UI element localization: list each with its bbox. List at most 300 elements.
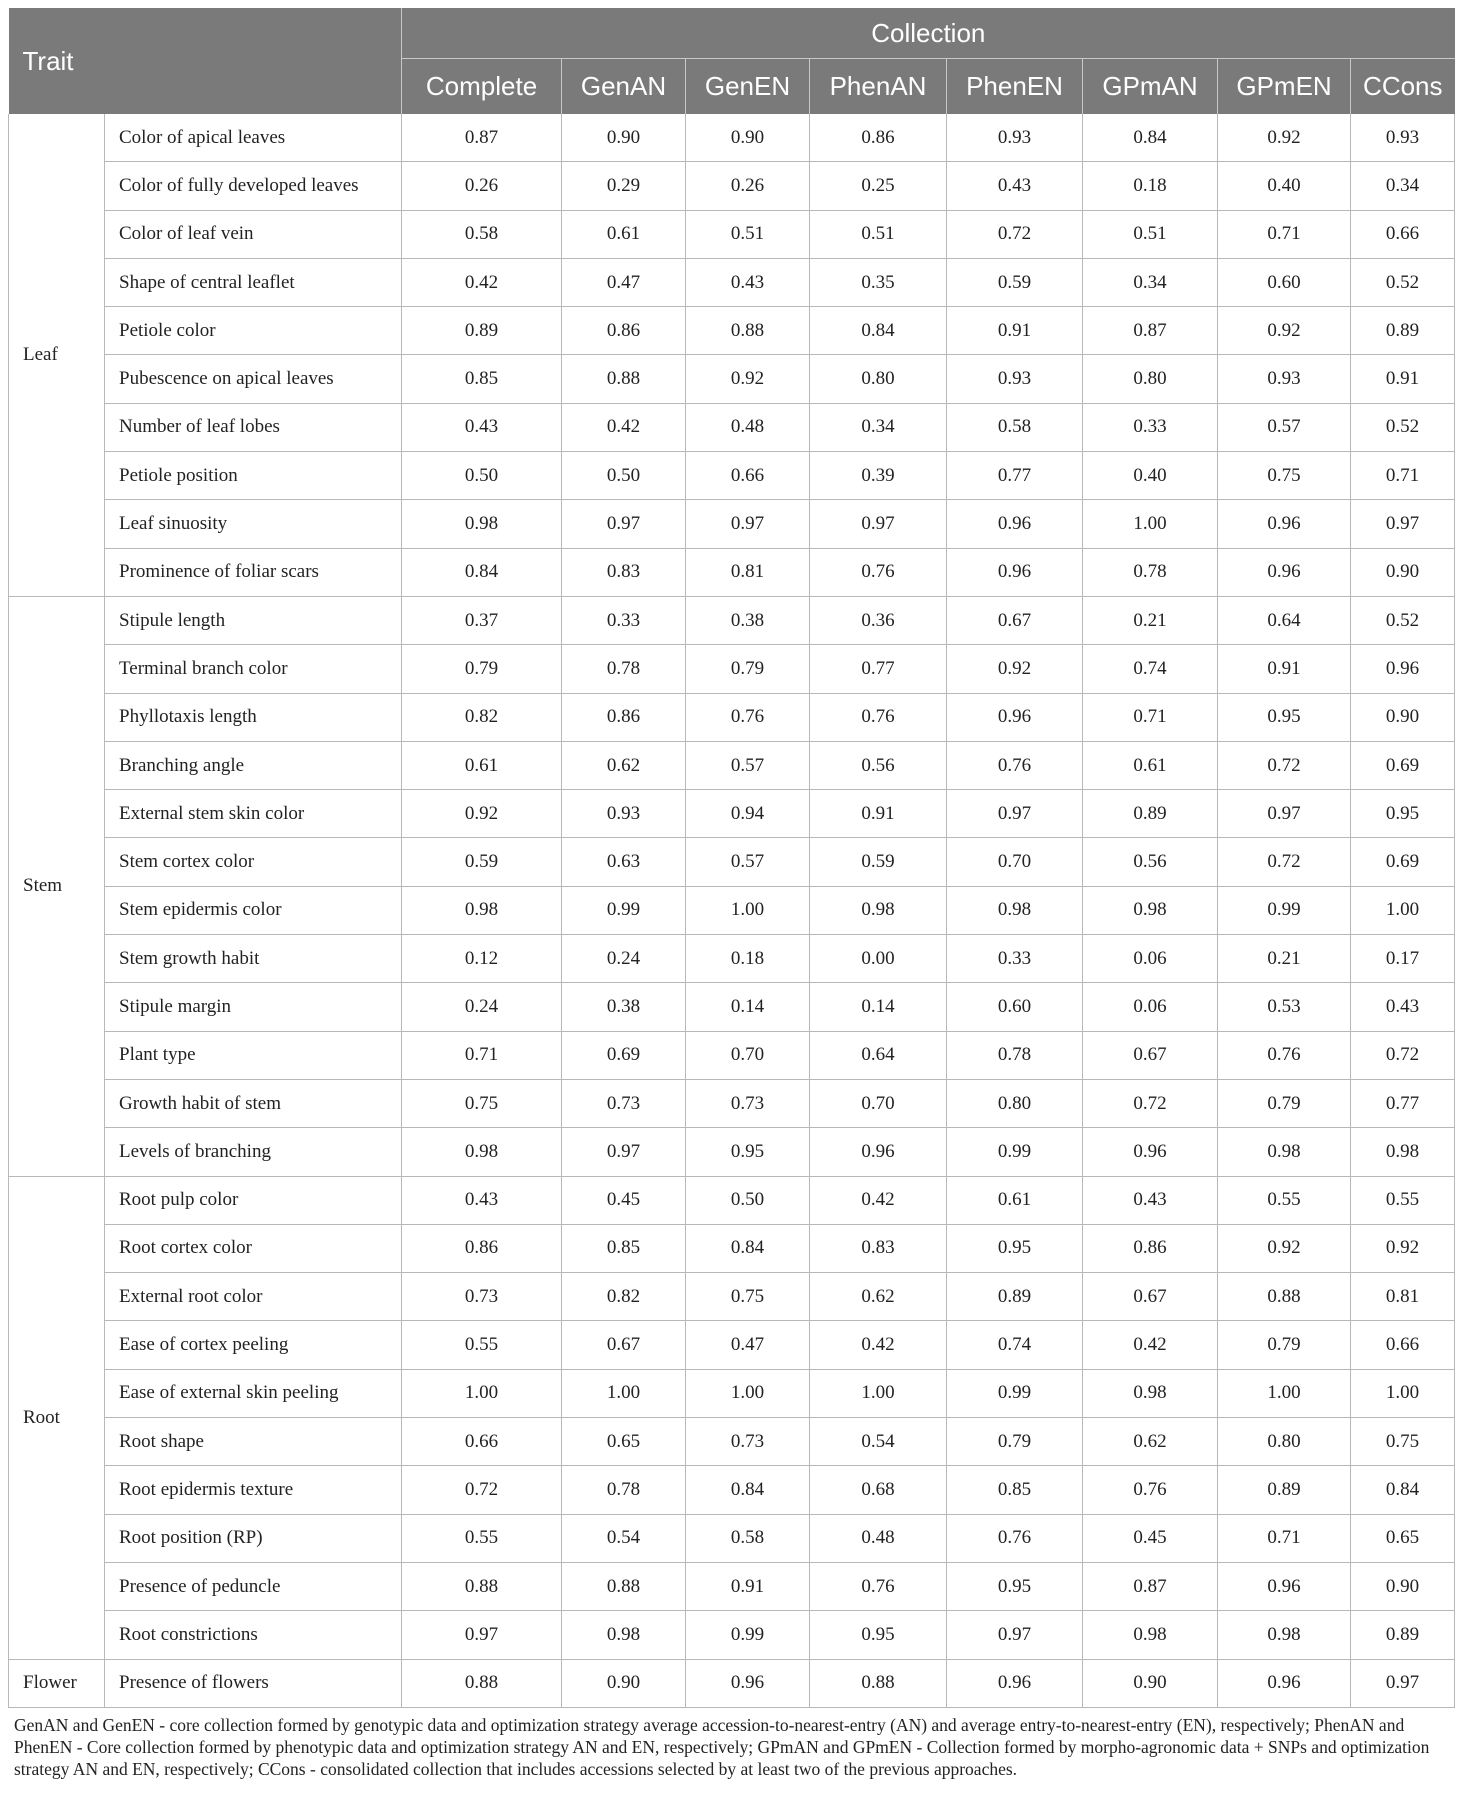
trait-name: External stem skin color	[105, 790, 402, 838]
value-cell: 0.17	[1351, 935, 1455, 983]
value-cell: 0.59	[810, 838, 947, 886]
value-cell: 0.97	[810, 500, 947, 548]
trait-name: Terminal branch color	[105, 645, 402, 693]
value-cell: 0.93	[1218, 355, 1351, 403]
value-cell: 0.88	[810, 1659, 947, 1707]
value-cell: 0.38	[562, 983, 686, 1031]
value-cell: 0.76	[1083, 1466, 1218, 1514]
trait-name: Growth habit of stem	[105, 1079, 402, 1127]
value-cell: 0.88	[402, 1562, 562, 1610]
table-row	[9, 983, 1455, 1031]
table-row	[9, 452, 1455, 500]
value-cell: 0.94	[686, 790, 810, 838]
value-cell: 0.56	[810, 741, 947, 789]
value-cell: 0.76	[810, 693, 947, 741]
value-cell: 0.96	[1218, 548, 1351, 596]
value-cell: 0.55	[1218, 1176, 1351, 1224]
value-cell: 0.71	[1218, 1514, 1351, 1562]
value-cell: 0.78	[562, 645, 686, 693]
collection-header: Collection	[402, 8, 1455, 59]
value-cell: 0.72	[402, 1466, 562, 1514]
value-cell: 0.99	[686, 1611, 810, 1659]
value-cell: 0.98	[1083, 1369, 1218, 1417]
group-label: Leaf	[9, 114, 105, 596]
value-cell: 0.50	[686, 1176, 810, 1224]
trait-name: Root cortex color	[105, 1224, 402, 1272]
table-row	[9, 500, 1455, 548]
value-cell: 0.98	[1218, 1128, 1351, 1176]
value-cell: 0.69	[562, 1031, 686, 1079]
value-cell: 0.40	[1218, 162, 1351, 210]
value-cell: 0.60	[1218, 258, 1351, 306]
value-cell: 0.92	[1218, 114, 1351, 162]
value-cell: 0.29	[562, 162, 686, 210]
value-cell: 0.96	[947, 1659, 1083, 1707]
value-cell: 0.85	[562, 1224, 686, 1272]
value-cell: 0.97	[686, 500, 810, 548]
table-row	[9, 1176, 1455, 1224]
value-cell: 0.38	[686, 596, 810, 644]
value-cell: 0.71	[1351, 452, 1455, 500]
trait-name: Ease of external skin peeling	[105, 1369, 402, 1417]
table-row	[9, 1659, 1455, 1707]
value-cell: 0.66	[1351, 1321, 1455, 1369]
table-row	[9, 741, 1455, 789]
value-cell: 0.91	[1218, 645, 1351, 693]
value-cell: 0.73	[562, 1079, 686, 1127]
table-row	[9, 886, 1455, 934]
value-cell: 0.96	[1218, 500, 1351, 548]
table-row	[9, 1418, 1455, 1466]
value-cell: 0.75	[1351, 1418, 1455, 1466]
table-footnote: GenAN and GenEN - core collection formed by genotypic data and optimization strategy average accession-to-nearest-entry (AN) and average entry-to-nearest-entry (EN), respectively; PhenAN and PhenEN - Core collection formed by phenotypic data and optimization strategy AN and EN, respectively; GPmAN and GPmEN - Collection formed by morpho-agronomic data + SNPs and optimization strategy AN and EN, respectively; CCons - consolidated collection that includes accessions selected by at least two of the previous approaches.	[14, 1714, 1430, 1779]
trait-name: Root constrictions	[105, 1611, 402, 1659]
value-cell: 0.96	[1083, 1128, 1218, 1176]
trait-header: Trait	[9, 8, 402, 114]
value-cell: 0.40	[1083, 452, 1218, 500]
value-cell: 0.56	[1083, 838, 1218, 886]
table-row	[9, 838, 1455, 886]
value-cell: 0.71	[1218, 210, 1351, 258]
value-cell: 0.53	[1218, 983, 1351, 1031]
value-cell: 0.12	[402, 935, 562, 983]
value-cell: 0.24	[562, 935, 686, 983]
value-cell: 0.66	[1351, 210, 1455, 258]
value-cell: 0.72	[1083, 1079, 1218, 1127]
value-cell: 0.58	[686, 1514, 810, 1562]
column-header: PhenEN	[947, 59, 1083, 115]
value-cell: 0.82	[562, 1273, 686, 1321]
value-cell: 0.25	[810, 162, 947, 210]
value-cell: 0.86	[402, 1224, 562, 1272]
value-cell: 0.43	[686, 258, 810, 306]
value-cell: 0.80	[947, 1079, 1083, 1127]
value-cell: 0.99	[947, 1128, 1083, 1176]
value-cell: 0.51	[686, 210, 810, 258]
value-cell: 0.90	[1083, 1659, 1218, 1707]
value-cell: 0.45	[1083, 1514, 1218, 1562]
value-cell: 0.90	[686, 114, 810, 162]
trait-name: Color of fully developed leaves	[105, 162, 402, 210]
value-cell: 0.74	[1083, 645, 1218, 693]
value-cell: 0.37	[402, 596, 562, 644]
value-cell: 0.51	[810, 210, 947, 258]
value-cell: 0.92	[1218, 1224, 1351, 1272]
table-container	[8, 8, 1454, 1780]
value-cell: 0.72	[1218, 741, 1351, 789]
value-cell: 0.43	[1083, 1176, 1218, 1224]
value-cell: 0.78	[1083, 548, 1218, 596]
trait-name: Stipule margin	[105, 983, 402, 1031]
table-row	[9, 548, 1455, 596]
value-cell: 0.76	[947, 741, 1083, 789]
value-cell: 0.55	[402, 1321, 562, 1369]
value-cell: 0.96	[1351, 645, 1455, 693]
value-cell: 0.95	[810, 1611, 947, 1659]
value-cell: 0.62	[1083, 1418, 1218, 1466]
table-row	[9, 645, 1455, 693]
table-row	[9, 1466, 1455, 1514]
value-cell: 0.64	[810, 1031, 947, 1079]
value-cell: 0.21	[1218, 935, 1351, 983]
value-cell: 0.47	[686, 1321, 810, 1369]
value-cell: 0.42	[1083, 1321, 1218, 1369]
value-cell: 0.48	[810, 1514, 947, 1562]
value-cell: 0.43	[947, 162, 1083, 210]
value-cell: 0.52	[1351, 596, 1455, 644]
value-cell: 0.69	[1351, 838, 1455, 886]
value-cell: 0.72	[1351, 1031, 1455, 1079]
value-cell: 0.98	[1083, 1611, 1218, 1659]
value-cell: 0.54	[562, 1514, 686, 1562]
group-label: Flower	[9, 1659, 105, 1707]
value-cell: 0.99	[562, 886, 686, 934]
value-cell: 0.98	[402, 886, 562, 934]
table-row	[9, 403, 1455, 451]
value-cell: 0.43	[402, 403, 562, 451]
value-cell: 0.88	[402, 1659, 562, 1707]
value-cell: 1.00	[1351, 1369, 1455, 1417]
value-cell: 0.76	[686, 693, 810, 741]
value-cell: 0.87	[1083, 307, 1218, 355]
column-header: GenEN	[686, 59, 810, 115]
value-cell: 0.96	[1218, 1659, 1351, 1707]
value-cell: 0.91	[1351, 355, 1455, 403]
table-header	[9, 8, 1455, 114]
value-cell: 0.79	[686, 645, 810, 693]
value-cell: 0.06	[1083, 983, 1218, 1031]
value-cell: 0.61	[562, 210, 686, 258]
value-cell: 0.68	[810, 1466, 947, 1514]
table-row	[9, 162, 1455, 210]
value-cell: 0.47	[562, 258, 686, 306]
value-cell: 0.00	[810, 935, 947, 983]
trait-name: Ease of cortex peeling	[105, 1321, 402, 1369]
value-cell: 0.51	[1083, 210, 1218, 258]
value-cell: 0.76	[947, 1514, 1083, 1562]
value-cell: 0.75	[402, 1079, 562, 1127]
value-cell: 0.39	[810, 452, 947, 500]
value-cell: 0.67	[947, 596, 1083, 644]
value-cell: 0.36	[810, 596, 947, 644]
value-cell: 0.76	[810, 1562, 947, 1610]
column-header: GPmEN	[1218, 59, 1351, 115]
value-cell: 0.93	[1351, 114, 1455, 162]
value-cell: 0.90	[562, 114, 686, 162]
value-cell: 0.77	[810, 645, 947, 693]
value-cell: 0.82	[402, 693, 562, 741]
value-cell: 0.48	[686, 403, 810, 451]
value-cell: 0.66	[686, 452, 810, 500]
trait-name: Prominence of foliar scars	[105, 548, 402, 596]
value-cell: 0.42	[810, 1321, 947, 1369]
value-cell: 0.78	[947, 1031, 1083, 1079]
trait-table	[8, 8, 1455, 1708]
value-cell: 0.69	[1351, 741, 1455, 789]
value-cell: 0.58	[947, 403, 1083, 451]
value-cell: 0.97	[947, 790, 1083, 838]
value-cell: 1.00	[686, 1369, 810, 1417]
value-cell: 0.21	[1083, 596, 1218, 644]
value-cell: 0.86	[562, 307, 686, 355]
table-row	[9, 1079, 1455, 1127]
value-cell: 0.43	[1351, 983, 1455, 1031]
value-cell: 0.96	[947, 500, 1083, 548]
value-cell: 0.84	[1083, 114, 1218, 162]
trait-name: Leaf sinuosity	[105, 500, 402, 548]
value-cell: 0.66	[402, 1418, 562, 1466]
value-cell: 0.50	[562, 452, 686, 500]
trait-name: Presence of peduncle	[105, 1562, 402, 1610]
trait-name: External root color	[105, 1273, 402, 1321]
trait-name: Stem cortex color	[105, 838, 402, 886]
table-row	[9, 1321, 1455, 1369]
trait-name: Stem growth habit	[105, 935, 402, 983]
value-cell: 0.90	[1351, 548, 1455, 596]
value-cell: 0.14	[686, 983, 810, 1031]
value-cell: 0.87	[1083, 1562, 1218, 1610]
value-cell: 1.00	[562, 1369, 686, 1417]
table-row	[9, 114, 1455, 162]
value-cell: 0.98	[947, 886, 1083, 934]
value-cell: 0.96	[947, 548, 1083, 596]
trait-name: Levels of branching	[105, 1128, 402, 1176]
value-cell: 0.98	[562, 1611, 686, 1659]
column-header: Complete	[402, 59, 562, 115]
value-cell: 0.81	[1351, 1273, 1455, 1321]
value-cell: 0.86	[1083, 1224, 1218, 1272]
value-cell: 0.86	[562, 693, 686, 741]
value-cell: 0.96	[1218, 1562, 1351, 1610]
value-cell: 0.74	[947, 1321, 1083, 1369]
value-cell: 0.62	[562, 741, 686, 789]
column-header: CCons	[1351, 59, 1455, 115]
value-cell: 0.92	[1218, 307, 1351, 355]
value-cell: 0.95	[1218, 693, 1351, 741]
table-row	[9, 258, 1455, 306]
value-cell: 0.97	[1351, 1659, 1455, 1707]
trait-name: Root pulp color	[105, 1176, 402, 1224]
value-cell: 0.67	[1083, 1273, 1218, 1321]
value-cell: 0.84	[402, 548, 562, 596]
group-label: Root	[9, 1176, 105, 1659]
column-header: GPmAN	[1083, 59, 1218, 115]
value-cell: 0.65	[1351, 1514, 1455, 1562]
value-cell: 0.87	[402, 114, 562, 162]
value-cell: 0.78	[562, 1466, 686, 1514]
value-cell: 0.89	[1351, 307, 1455, 355]
value-cell: 0.88	[686, 307, 810, 355]
value-cell: 0.73	[402, 1273, 562, 1321]
value-cell: 0.42	[810, 1176, 947, 1224]
value-cell: 0.98	[810, 886, 947, 934]
trait-name: Number of leaf lobes	[105, 403, 402, 451]
value-cell: 0.34	[1083, 258, 1218, 306]
value-cell: 0.98	[1083, 886, 1218, 934]
value-cell: 0.65	[562, 1418, 686, 1466]
value-cell: 0.59	[402, 838, 562, 886]
value-cell: 0.95	[686, 1128, 810, 1176]
value-cell: 0.97	[1218, 790, 1351, 838]
value-cell: 1.00	[402, 1369, 562, 1417]
value-cell: 0.90	[562, 1659, 686, 1707]
value-cell: 0.99	[1218, 886, 1351, 934]
value-cell: 0.71	[1083, 693, 1218, 741]
value-cell: 0.97	[1351, 500, 1455, 548]
value-cell: 0.75	[686, 1273, 810, 1321]
value-cell: 0.61	[402, 741, 562, 789]
value-cell: 0.79	[1218, 1321, 1351, 1369]
value-cell: 1.00	[1218, 1369, 1351, 1417]
value-cell: 0.88	[562, 355, 686, 403]
table-row	[9, 596, 1455, 644]
trait-name: Plant type	[105, 1031, 402, 1079]
value-cell: 0.26	[402, 162, 562, 210]
value-cell: 0.42	[562, 403, 686, 451]
value-cell: 0.45	[562, 1176, 686, 1224]
value-cell: 0.33	[1083, 403, 1218, 451]
value-cell: 0.76	[1218, 1031, 1351, 1079]
value-cell: 0.33	[562, 596, 686, 644]
table-row	[9, 1562, 1455, 1610]
value-cell: 0.79	[947, 1418, 1083, 1466]
value-cell: 0.97	[402, 1611, 562, 1659]
value-cell: 0.73	[686, 1079, 810, 1127]
table-row	[9, 210, 1455, 258]
value-cell: 1.00	[810, 1369, 947, 1417]
value-cell: 0.63	[562, 838, 686, 886]
value-cell: 0.77	[1351, 1079, 1455, 1127]
trait-name: Presence of flowers	[105, 1659, 402, 1707]
value-cell: 0.26	[686, 162, 810, 210]
trait-name: Pubescence on apical leaves	[105, 355, 402, 403]
value-cell: 0.70	[686, 1031, 810, 1079]
value-cell: 0.84	[1351, 1466, 1455, 1514]
value-cell: 0.34	[810, 403, 947, 451]
value-cell: 1.00	[1083, 500, 1218, 548]
value-cell: 0.64	[1218, 596, 1351, 644]
trait-name: Root position (RP)	[105, 1514, 402, 1562]
value-cell: 0.89	[1218, 1466, 1351, 1514]
value-cell: 0.84	[686, 1224, 810, 1272]
value-cell: 0.14	[810, 983, 947, 1031]
value-cell: 0.91	[686, 1562, 810, 1610]
value-cell: 0.98	[402, 500, 562, 548]
table-row	[9, 693, 1455, 741]
value-cell: 0.90	[1351, 693, 1455, 741]
trait-name: Color of apical leaves	[105, 114, 402, 162]
value-cell: 0.83	[562, 548, 686, 596]
value-cell: 0.84	[810, 307, 947, 355]
group-label: Stem	[9, 596, 105, 1176]
value-cell: 0.52	[1351, 258, 1455, 306]
value-cell: 0.72	[947, 210, 1083, 258]
value-cell: 0.98	[402, 1128, 562, 1176]
value-cell: 1.00	[1351, 886, 1455, 934]
value-cell: 0.55	[402, 1514, 562, 1562]
trait-name: Petiole color	[105, 307, 402, 355]
value-cell: 0.67	[1083, 1031, 1218, 1079]
value-cell: 0.93	[947, 355, 1083, 403]
value-cell: 0.92	[947, 645, 1083, 693]
value-cell: 0.91	[947, 307, 1083, 355]
value-cell: 0.60	[947, 983, 1083, 1031]
trait-name: Petiole position	[105, 452, 402, 500]
value-cell: 0.97	[562, 1128, 686, 1176]
value-cell: 0.85	[402, 355, 562, 403]
value-cell: 0.91	[810, 790, 947, 838]
value-cell: 1.00	[686, 886, 810, 934]
value-cell: 0.80	[810, 355, 947, 403]
value-cell: 0.70	[810, 1079, 947, 1127]
table-body	[9, 114, 1455, 1707]
value-cell: 0.70	[947, 838, 1083, 886]
value-cell: 0.96	[810, 1128, 947, 1176]
value-cell: 0.84	[686, 1466, 810, 1514]
value-cell: 0.97	[562, 500, 686, 548]
value-cell: 0.50	[402, 452, 562, 500]
value-cell: 0.96	[686, 1659, 810, 1707]
value-cell: 0.76	[810, 548, 947, 596]
value-cell: 0.73	[686, 1418, 810, 1466]
trait-name: Shape of central leaflet	[105, 258, 402, 306]
value-cell: 0.06	[1083, 935, 1218, 983]
value-cell: 0.81	[686, 548, 810, 596]
table-row	[9, 1128, 1455, 1176]
value-cell: 0.95	[947, 1562, 1083, 1610]
trait-name: Color of leaf vein	[105, 210, 402, 258]
value-cell: 0.72	[1218, 838, 1351, 886]
value-cell: 0.43	[402, 1176, 562, 1224]
value-cell: 0.89	[947, 1273, 1083, 1321]
value-cell: 0.80	[1083, 355, 1218, 403]
column-header: PhenAN	[810, 59, 947, 115]
table-row	[9, 1611, 1455, 1659]
value-cell: 0.57	[1218, 403, 1351, 451]
value-cell: 0.88	[1218, 1273, 1351, 1321]
value-cell: 0.59	[947, 258, 1083, 306]
trait-name: Phyllotaxis length	[105, 693, 402, 741]
value-cell: 0.62	[810, 1273, 947, 1321]
value-cell: 0.88	[562, 1562, 686, 1610]
value-cell: 0.57	[686, 741, 810, 789]
value-cell: 0.96	[947, 693, 1083, 741]
table-row	[9, 935, 1455, 983]
value-cell: 0.89	[402, 307, 562, 355]
value-cell: 0.95	[947, 1224, 1083, 1272]
column-header: GenAN	[562, 59, 686, 115]
table-row	[9, 1273, 1455, 1321]
